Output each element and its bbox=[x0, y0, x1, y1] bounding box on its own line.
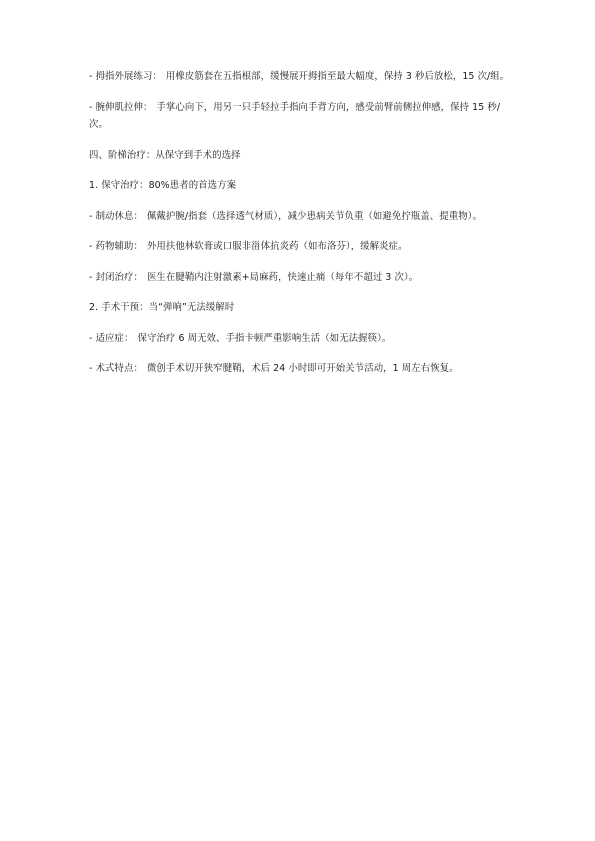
subsection-heading-text: 1. 保守治疗：80%患者的首选方案 bbox=[89, 180, 237, 191]
treatment-injection bbox=[89, 269, 514, 287]
surgery-features bbox=[89, 360, 514, 378]
surgery-indications bbox=[89, 330, 514, 348]
item-text: 微创手术切开狭窄腱鞘，术后 24 小时即可开始关节活动，1 周左右恢复。 bbox=[146, 363, 459, 374]
treatment-immobilization bbox=[89, 208, 514, 226]
subsection-heading bbox=[89, 299, 514, 317]
item-text: 外用扶他林软膏或口服非甾体抗炎药（如布洛芬），缓解炎症。 bbox=[146, 241, 408, 252]
section-heading bbox=[89, 147, 514, 165]
item-label: - 术式特点： bbox=[89, 363, 143, 374]
item-text: 用橡皮筋套在五指根部，缓慢展开拇指至最大幅度，保持 3 秒后放松，15 次/组。 bbox=[165, 71, 510, 82]
item-text: 保守治疗 6 周无效、手指卡顿严重影响生活（如无法握筷）。 bbox=[137, 332, 392, 344]
document-body bbox=[89, 68, 514, 391]
item-text: 佩戴护腕/指套（选择透气材质），减少患病关节负重（如避免拧瓶盖、提重物）。 bbox=[146, 210, 482, 222]
item-text: 医生在腱鞘内注射激素+局麻药，快速止痛（每年不超过 3 次）。 bbox=[146, 271, 419, 283]
item-label: - 制动休息： bbox=[89, 210, 143, 222]
item-text: 手掌心向下，用另一只手轻拉手指向手背方向，感受前臂前侧拉伸感，保持 15 秒/次。 bbox=[89, 101, 501, 130]
exercise-thumb-abduction bbox=[89, 68, 514, 86]
item-label: - 拇指外展练习： bbox=[89, 71, 162, 82]
exercise-wrist-extensor-stretch bbox=[89, 99, 514, 134]
subsection-heading-text: 2. 手术干预：当“弹响”无法缓解时 bbox=[89, 302, 235, 313]
item-label: - 封闭治疗： bbox=[89, 271, 143, 283]
treatment-medication bbox=[89, 238, 514, 256]
section-heading-text: 四、阶梯治疗：从保守到手术的选择 bbox=[89, 149, 241, 161]
subsection-heading bbox=[89, 177, 514, 195]
item-label: - 适应症： bbox=[89, 332, 134, 344]
item-label: - 腕伸肌拉伸： bbox=[89, 101, 153, 113]
item-label: - 药物辅助： bbox=[89, 241, 143, 252]
